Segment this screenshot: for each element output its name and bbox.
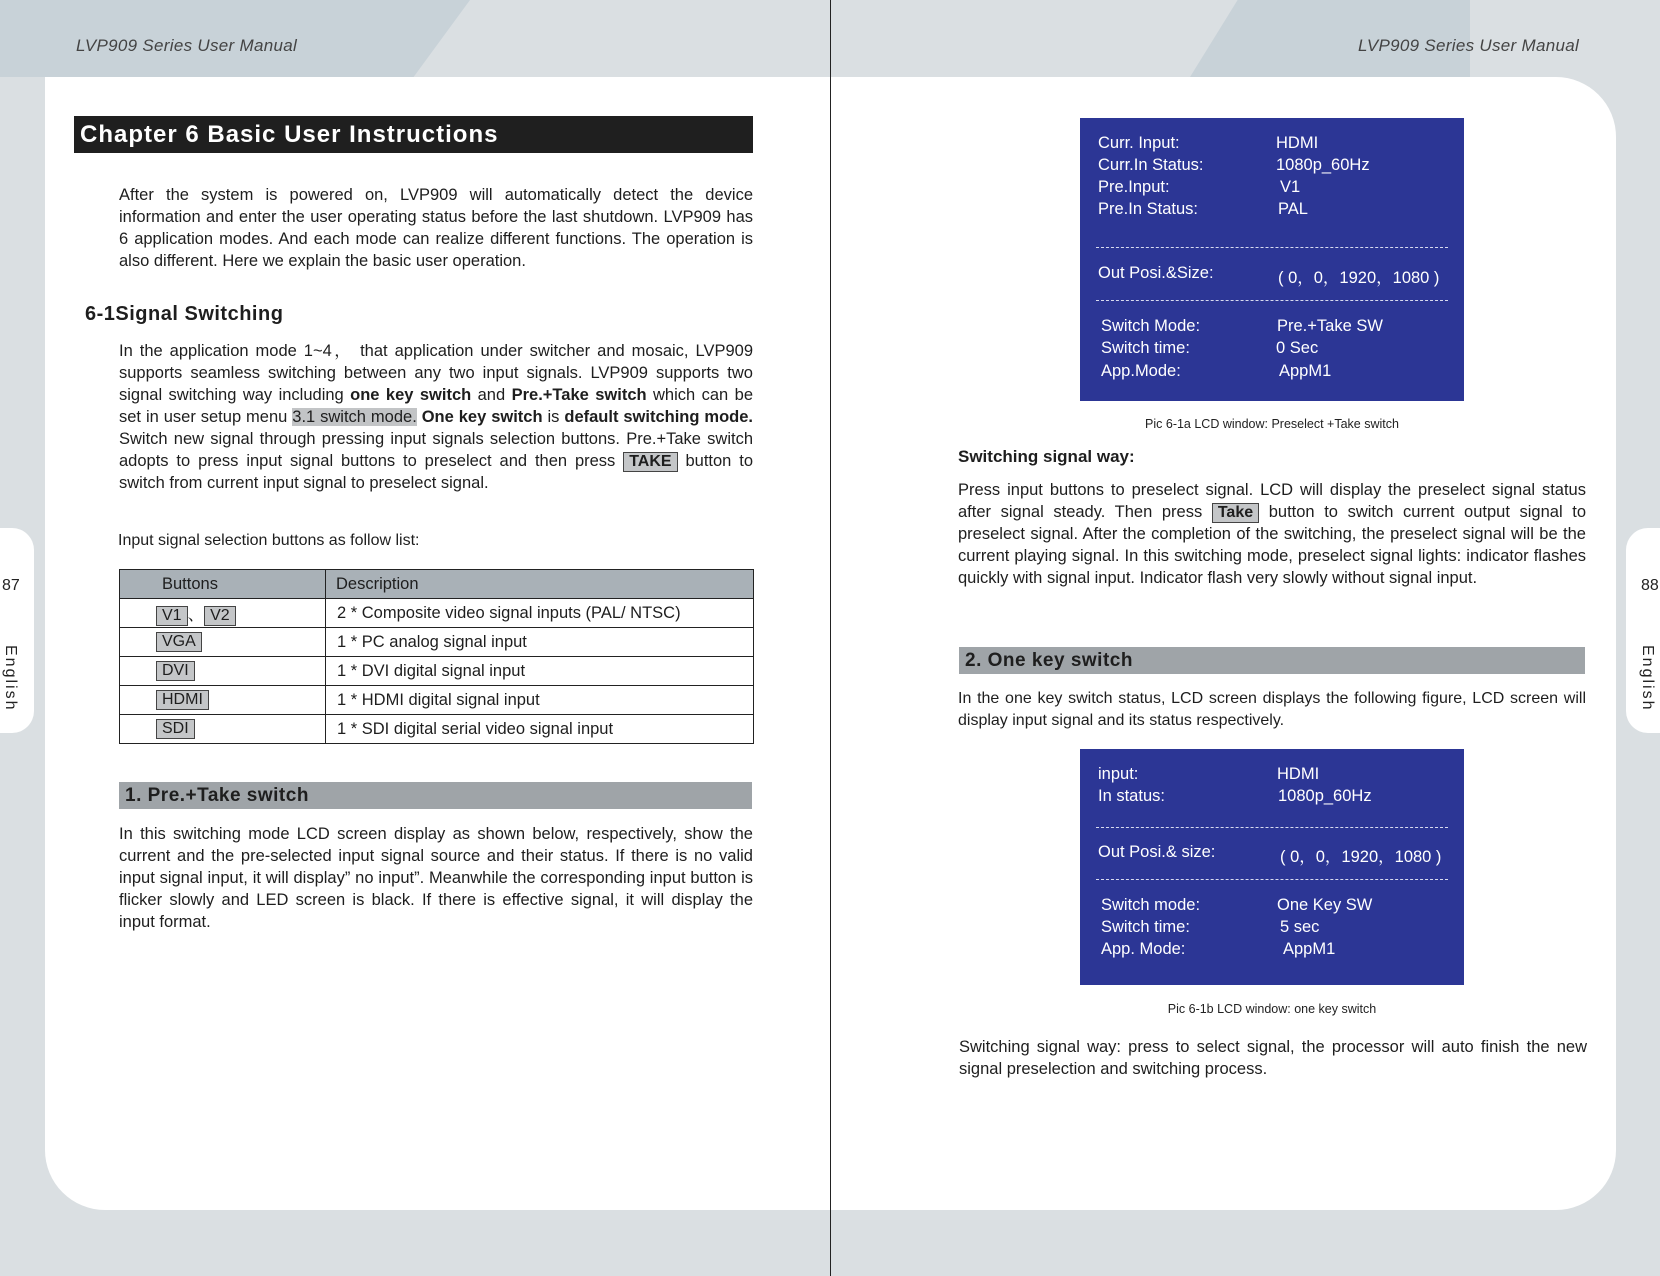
- table-header-buttons: Buttons: [120, 570, 326, 599]
- dvi-button-label: DVI: [156, 661, 195, 681]
- switching-way-title: Switching signal way:: [958, 447, 1135, 466]
- lcd-value: One Key SW: [1277, 896, 1373, 914]
- take-button-label: Take: [1212, 503, 1259, 523]
- take-button-label: TAKE: [623, 452, 677, 472]
- pretake-switch-paragraph: In this switching mode LCD screen display as shown below, respectively, show the current and the pre-selected input signal source and their status. If there is no valid input signal input, it will display” no input”. Meanwhile the corresponding input button is flicker slowly and LED screen is black. If there is effective signal, it will display the input format.: [119, 825, 753, 931]
- lcd-label: Curr.In Status:: [1098, 156, 1204, 174]
- lcd-value: AppM1: [1283, 940, 1336, 958]
- lcd-label: App.Mode:: [1101, 362, 1181, 380]
- right-page-corner: [1476, 77, 1616, 217]
- signal-switching-paragraph: In the application mode 1~4， that application under switcher and mosaic, LVP909 supports seamless switching between any two input signals. LVP909 supports two signal switching way including one key switch and Pre.+Take switch which can be set in user setup menu 3.1 switch mode. One key switch is default switching mode. Switch new signal through pressing input signals selection buttons. Pre.+Take switch adopts to press input signal buttons to preselect and then press TAKE button to switch from current input signal to preselect signal.: [119, 342, 753, 492]
- lcd-value: HDMI: [1276, 134, 1319, 152]
- lcd-window-one-key: [1080, 749, 1464, 985]
- lcd-value: AppM1: [1279, 362, 1332, 380]
- page-number-right: 88: [1641, 577, 1659, 594]
- table-cell-buttons: [120, 686, 326, 715]
- lcd-value: PAL: [1278, 200, 1308, 218]
- menu-reference: 3.1 switch mode.: [292, 408, 417, 426]
- table-row: [120, 599, 754, 628]
- language-tab-right: English: [1639, 645, 1656, 712]
- figure-caption-6-1b: Pic 6-1b LCD window: one key switch: [1167, 1002, 1377, 1016]
- switching-way-paragraph: Press input buttons to preselect signal. LCD will display the preselect signal status after signal steady. Then press Take button to switch current output signal to preselect signal. After the completion of the switching, the preselect signal will be the current playing signal. In this switching mode, preselect signal lights: indicator flashes quickly with signal input. Indicator flash very slowly without signal input.: [958, 481, 1587, 587]
- lcd-divider: [1096, 827, 1448, 828]
- v2-button-label: V2: [204, 606, 236, 626]
- lcd-label: Switch time:: [1101, 339, 1190, 357]
- table-header-description: Description: [326, 570, 754, 599]
- lcd-label: Curr. Input:: [1098, 134, 1180, 152]
- lcd-divider: [1096, 879, 1448, 880]
- pretake-switch-heading: 1. Pre.+Take switch: [119, 782, 752, 809]
- language-tab-left: English: [2, 645, 19, 712]
- vga-button-label: VGA: [156, 632, 202, 652]
- intro-paragraph: After the system is powered on, LVP909 will automatically detect the device information and enter the user operating status before the last shutdown. LVP909 has 6 application modes. And each mode can realize different functions. The operation is also different. Here we explain the basic user operation.: [119, 186, 753, 270]
- lcd-label: Pre.In Status:: [1098, 200, 1198, 218]
- table-cell-description: 1 * DVI digital signal input: [326, 657, 754, 686]
- table-cell-description: 1 * SDI digital serial video signal input: [326, 715, 754, 744]
- lcd-window-pretake: [1080, 118, 1464, 401]
- lcd-value: Pre.+Take SW: [1277, 317, 1383, 335]
- table-cell-buttons: [120, 628, 326, 657]
- separator: 、: [187, 605, 205, 624]
- table-row: [120, 657, 754, 686]
- page-number-left: 87: [2, 577, 20, 594]
- lcd-divider: [1096, 247, 1448, 248]
- running-header-right: LVP909 Series User Manual: [1358, 36, 1580, 55]
- v1-button-label: V1: [156, 606, 188, 626]
- table-row: [120, 715, 754, 744]
- lcd-value: 1080p_60Hz: [1276, 156, 1370, 174]
- lcd-label: input:: [1098, 765, 1139, 783]
- table-header-row: [120, 570, 754, 599]
- book-spine: [830, 0, 831, 1276]
- sdi-button-label: SDI: [156, 719, 195, 739]
- section-title: 6-1Signal Switching: [85, 303, 284, 325]
- one-key-switch-paragraph: In the one key switch status, LCD screen displays the following figure, LCD screen will display input signal and its status respectively.: [958, 690, 1586, 729]
- lcd-value: V1: [1280, 178, 1301, 196]
- lcd-label: Switch Mode:: [1101, 317, 1201, 335]
- lcd-value: ( 0，0，1920，1080 ): [1280, 848, 1442, 866]
- table-cell-description: 1 * PC analog signal input: [326, 628, 754, 657]
- table-row: [120, 686, 754, 715]
- lcd-value: HDMI: [1277, 765, 1320, 783]
- table-cell-buttons: [120, 657, 326, 686]
- lcd-label: App. Mode:: [1101, 940, 1186, 958]
- lcd-value: 1080p_60Hz: [1278, 787, 1372, 805]
- input-buttons-table: [119, 569, 754, 744]
- final-paragraph: Switching signal way: press to select signal, the processor will auto finish the new signal preselection and switching process.: [959, 1038, 1587, 1078]
- chapter-title: Chapter 6 Basic User Instructions: [74, 116, 753, 153]
- table-row: [120, 628, 754, 657]
- one-key-switch-heading: 2. One key switch: [959, 647, 1585, 674]
- lcd-label: In status:: [1098, 787, 1165, 805]
- figure-caption-6-1a: Pic 6-1a LCD window: Preselect +Take switch: [1145, 417, 1399, 431]
- table-cell-buttons: [120, 715, 326, 744]
- table-cell-description: 1 * HDMI digital signal input: [326, 686, 754, 715]
- hdmi-button-label: HDMI: [156, 690, 209, 710]
- table-cell-buttons: [120, 599, 326, 628]
- list-intro: Input signal selection buttons as follow list:: [118, 532, 420, 549]
- lcd-label: Switch mode:: [1101, 896, 1201, 914]
- running-header-left: LVP909 Series User Manual: [76, 36, 298, 55]
- lcd-label: Pre.Input:: [1098, 178, 1170, 196]
- lcd-divider: [1096, 300, 1448, 301]
- lcd-label: Switch time:: [1101, 918, 1190, 936]
- lcd-value: 5 sec: [1280, 918, 1320, 936]
- lcd-label: Out Posi.&Size:: [1098, 264, 1214, 282]
- table-cell-description: 2 * Composite video signal inputs (PAL/ NTSC): [326, 599, 754, 628]
- lcd-value: 0 Sec: [1276, 339, 1319, 357]
- lcd-value: ( 0，0，1920，1080 ): [1278, 269, 1440, 287]
- lcd-label: Out Posi.& size:: [1098, 843, 1216, 861]
